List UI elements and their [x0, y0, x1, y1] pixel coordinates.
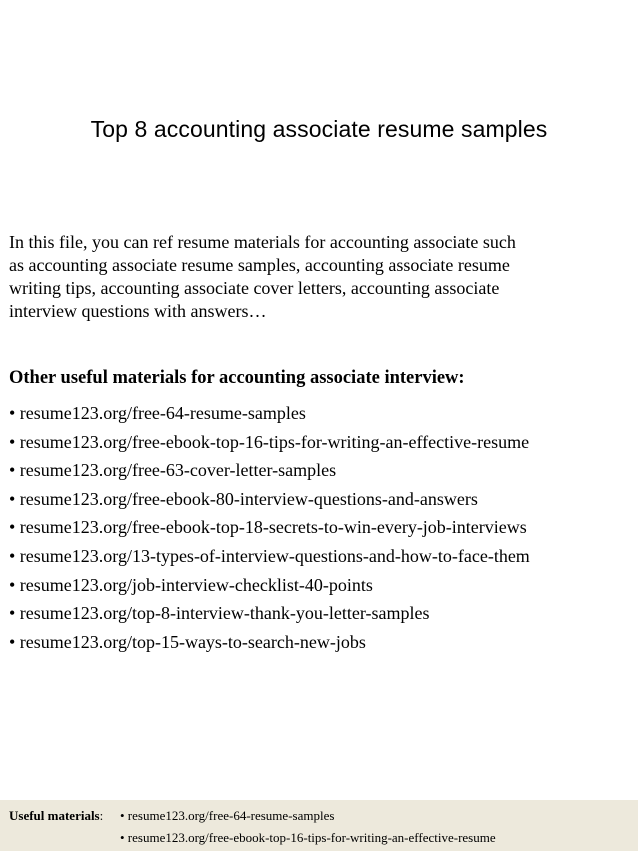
- link-item[interactable]: • resume123.org/free-ebook-top-16-tips-for-writing-an-effective-resume: [9, 431, 530, 452]
- footer-label: [9, 808, 103, 824]
- footer-link[interactable]: • resume123.org/free-64-resume-samples: [120, 808, 335, 823]
- materials-heading: Other useful materials for accounting associate interview:: [9, 368, 465, 388]
- intro-line: writing tips, accounting associate cover letters, accounting associate: [9, 278, 500, 298]
- intro-line: as accounting associate resume samples, accounting associate resume: [9, 255, 510, 275]
- footer-bar: [0, 800, 638, 851]
- materials-link-list: [9, 399, 530, 656]
- page-title: Top 8 accounting associate resume samples: [90, 116, 548, 142]
- footer-link[interactable]: • resume123.org/free-ebook-top-16-tips-for-writing-an-effective-resume: [120, 830, 496, 845]
- intro-line: In this file, you can ref resume materials for accounting associate such: [9, 232, 516, 252]
- link-item[interactable]: • resume123.org/top-15-ways-to-search-new-jobs: [9, 631, 366, 652]
- link-item[interactable]: • resume123.org/13-types-of-interview-questions-and-how-to-face-them: [9, 545, 530, 566]
- link-item[interactable]: • resume123.org/job-interview-checklist-40-points: [9, 574, 373, 595]
- link-item[interactable]: • resume123.org/top-8-interview-thank-you-letter-samples: [9, 603, 430, 624]
- link-item[interactable]: • resume123.org/free-ebook-top-18-secrets-to-win-every-job-interviews: [9, 517, 527, 538]
- intro-line: interview questions with answers…: [9, 301, 267, 321]
- footer-label-text: Useful materials: [9, 808, 100, 823]
- link-item[interactable]: • resume123.org/free-63-cover-letter-samples: [9, 460, 337, 481]
- intro-paragraph: [9, 231, 631, 323]
- link-item[interactable]: • resume123.org/free-ebook-80-interview-questions-and-answers: [9, 488, 478, 509]
- link-item[interactable]: • resume123.org/free-64-resume-samples: [9, 403, 306, 423]
- footer-label-colon: :: [99, 808, 104, 823]
